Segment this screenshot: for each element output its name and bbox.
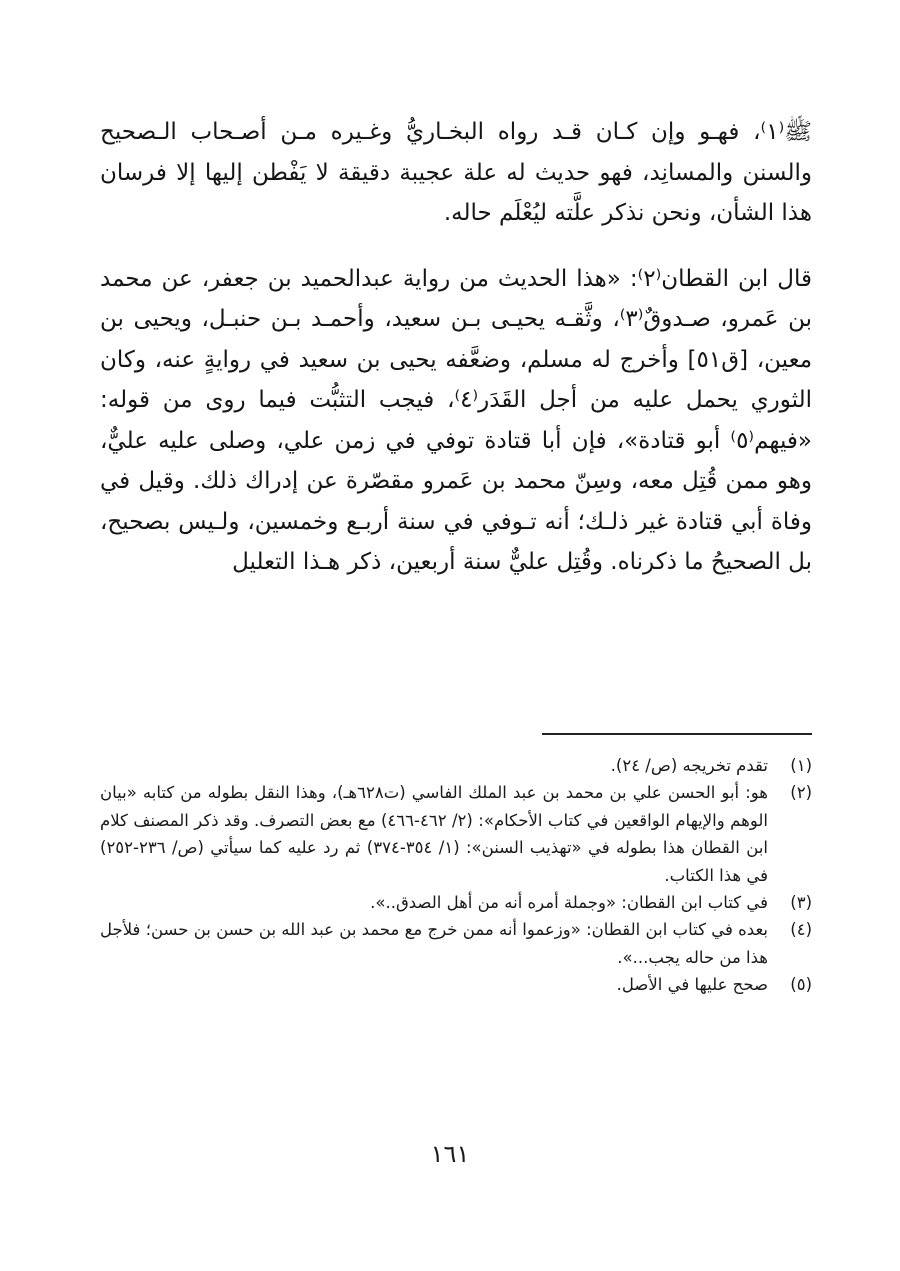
footnote-text: بعده في كتاب ابن القطان: «وزعموا أنه ممن خرج مع محمد بن عبد الله بن حسن بن حسن؛ فلأجل هذا من حاله يجب...». <box>100 920 768 967</box>
footnote-divider <box>542 733 812 735</box>
footnote-4 <box>100 916 812 971</box>
footnote-text: في كتاب ابن القطان: «وجملة أمره أنه من أهل الصدق..». <box>370 893 768 913</box>
footnote-5 <box>100 971 812 998</box>
main-text <box>100 112 812 583</box>
footnote-number: (١) <box>790 756 812 775</box>
footnote-3 <box>100 889 812 916</box>
footnote-1 <box>100 752 812 779</box>
footnote-text: صحح عليها في الأصل. <box>616 975 768 995</box>
footnote-number: (٢) <box>790 783 812 803</box>
footnote-number: (٣) <box>790 893 812 913</box>
footnote-2 <box>100 779 812 889</box>
footnote-text: تقدم تخريجه (ص/ ٢٤). <box>610 756 768 775</box>
footnote-text: هو: أبو الحسن علي بن محمد بن عبد الملك الفاسي (ت٦٢٨هـ)، وهذا النقل بطوله من كتابه «بيان الوهم والإيهام الواقعين في كتاب الأحكام»: (٢/ ٤٦٢-٤٦٦) مع بعض التصرف. وقد ذكر المصنف كلام ابن القطان هذا بطوله في «تهذيب السنن»: (١/ ٣٥٤-٣٧٤) ثم رد عليه كما سيأتي (ص/ ٢٣٦-٢٥٢) في هذا الكتاب. <box>100 783 768 885</box>
footnotes <box>100 752 812 999</box>
paragraph-2: قال ابن القطان⁽٢⁾: «هذا الحديث من رواية عبدالحميد بن جعفر، عن محمد بن عَمرو، صـدوقٌ⁽٣⁾، وثَّقـه يحيـى بـن سعيد، وأحمـد بـن حنبـل، ويحيى بن معين، [ق٥١] وأخرج له مسلم، وضعَّفه يحيى بن سعيد في روايةٍ عنه، وكان الثوري يحمل عليه من أجل القَدَر⁽٤⁾، فيجب التثبُّت فيما روى من قوله: «فيهم⁽٥⁾ أبو قتادة»، فإن أبا قتادة توفي في زمن علي، وصلى عليه عليٌّ، وهو ممن قُتِل معه، وسِنّ محمد بن عَمرو مقصّرة عن إدراك ذلك. وقيل في وفاة أبي قتادة غير ذلـك؛ أنه تـوفي في سنة أربـع وخمسين، ولـيس بصحيح، بل الصحيحُ ما ذكرناه. وقُتِل عليٌّ سنة أربعين، ذكر هـذا التعليل <box>100 265 813 575</box>
paragraph-1: ﷺ⁽١⁾، فهـو وإن كـان قـد رواه البخـاريُّ وغـيره مـن أصـحاب الـصحيح والسنن والمسانِد، فهو حديث له علة عجيبة دقيقة لا يَفْطن إليها إلا فرسان هذا الشأن، ونحن نذكر علَّته ليُعْلَم حاله. <box>100 119 812 226</box>
page-number: ١٦١ <box>430 1140 470 1168</box>
footnote-number: (٤) <box>790 920 812 940</box>
footnote-number: (٥) <box>790 975 812 995</box>
